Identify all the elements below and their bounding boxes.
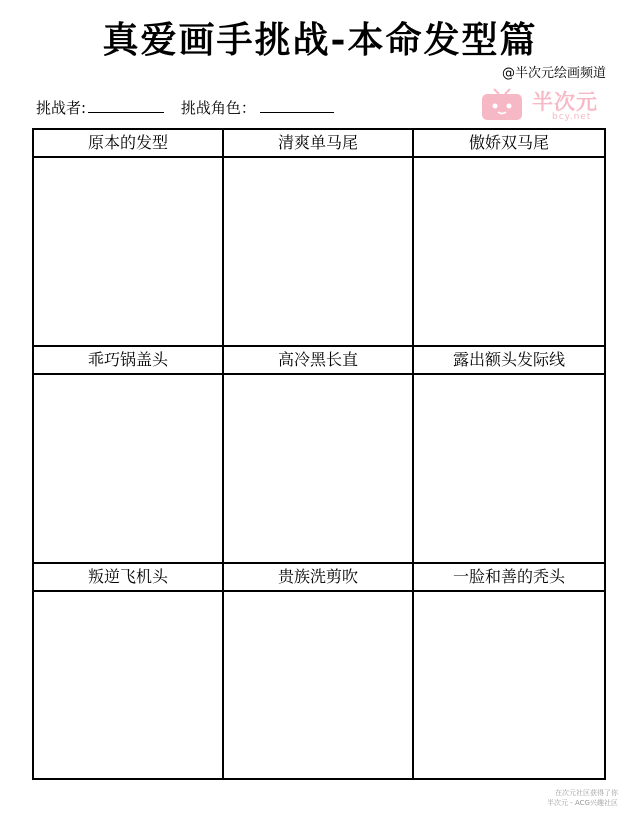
drawing-area[interactable] <box>414 158 604 345</box>
panel-twin-tails <box>414 130 604 347</box>
drawing-area[interactable] <box>224 375 412 562</box>
panel-label: 原本的发型 <box>34 130 222 158</box>
panel-bald <box>414 564 604 778</box>
credit-text: @半次元绘画频道 <box>501 66 606 81</box>
panel-label: 叛逆飞机头 <box>34 564 222 592</box>
panel-bowl-cut <box>34 347 224 564</box>
panel-forehead-hairline <box>414 347 604 564</box>
drawing-area[interactable] <box>414 592 604 778</box>
challenger-field <box>36 96 164 118</box>
challenger-blank[interactable] <box>88 96 164 113</box>
challenger-label: 挑战者: <box>36 99 87 117</box>
corner-watermark <box>547 788 618 808</box>
drawing-grid <box>32 128 606 780</box>
watermark-brand: 半次元 <box>532 90 598 114</box>
panel-label: 清爽单马尾 <box>224 130 412 158</box>
role-label: 挑战角色： <box>180 99 256 117</box>
panel-label: 贵族洗剪吹 <box>224 564 412 592</box>
panel-blowdry-style <box>224 564 414 778</box>
corner-watermark-line: 半次元 - ACG兴趣社区 <box>547 799 618 807</box>
drawing-area[interactable] <box>224 158 412 345</box>
panel-label: 乖巧锅盖头 <box>34 347 222 375</box>
panel-long-straight <box>224 347 414 564</box>
watermark <box>468 82 618 128</box>
watermark-url: bcy.net <box>552 112 592 122</box>
drawing-area[interactable] <box>224 592 412 778</box>
drawing-area[interactable] <box>34 592 222 778</box>
panel-label: 露出额头发际线 <box>414 347 604 375</box>
role-field <box>181 96 334 118</box>
panel-pompadour <box>34 564 224 778</box>
drawing-area[interactable] <box>34 375 222 562</box>
drawing-area[interactable] <box>414 375 604 562</box>
tv-mascot-icon <box>480 88 524 122</box>
corner-watermark-line: 在次元社区获得了你 <box>555 789 618 797</box>
panel-label: 一脸和善的秃头 <box>414 564 604 592</box>
drawing-area[interactable] <box>34 158 222 345</box>
panel-label: 高冷黑长直 <box>224 347 412 375</box>
page-title: 真爱画手挑战-本命发型篇 <box>102 19 538 61</box>
role-blank[interactable] <box>260 96 334 113</box>
panel-ponytail <box>224 130 414 347</box>
info-fields <box>36 96 334 118</box>
panel-original-hairstyle <box>34 130 224 347</box>
panel-label: 傲娇双马尾 <box>414 130 604 158</box>
